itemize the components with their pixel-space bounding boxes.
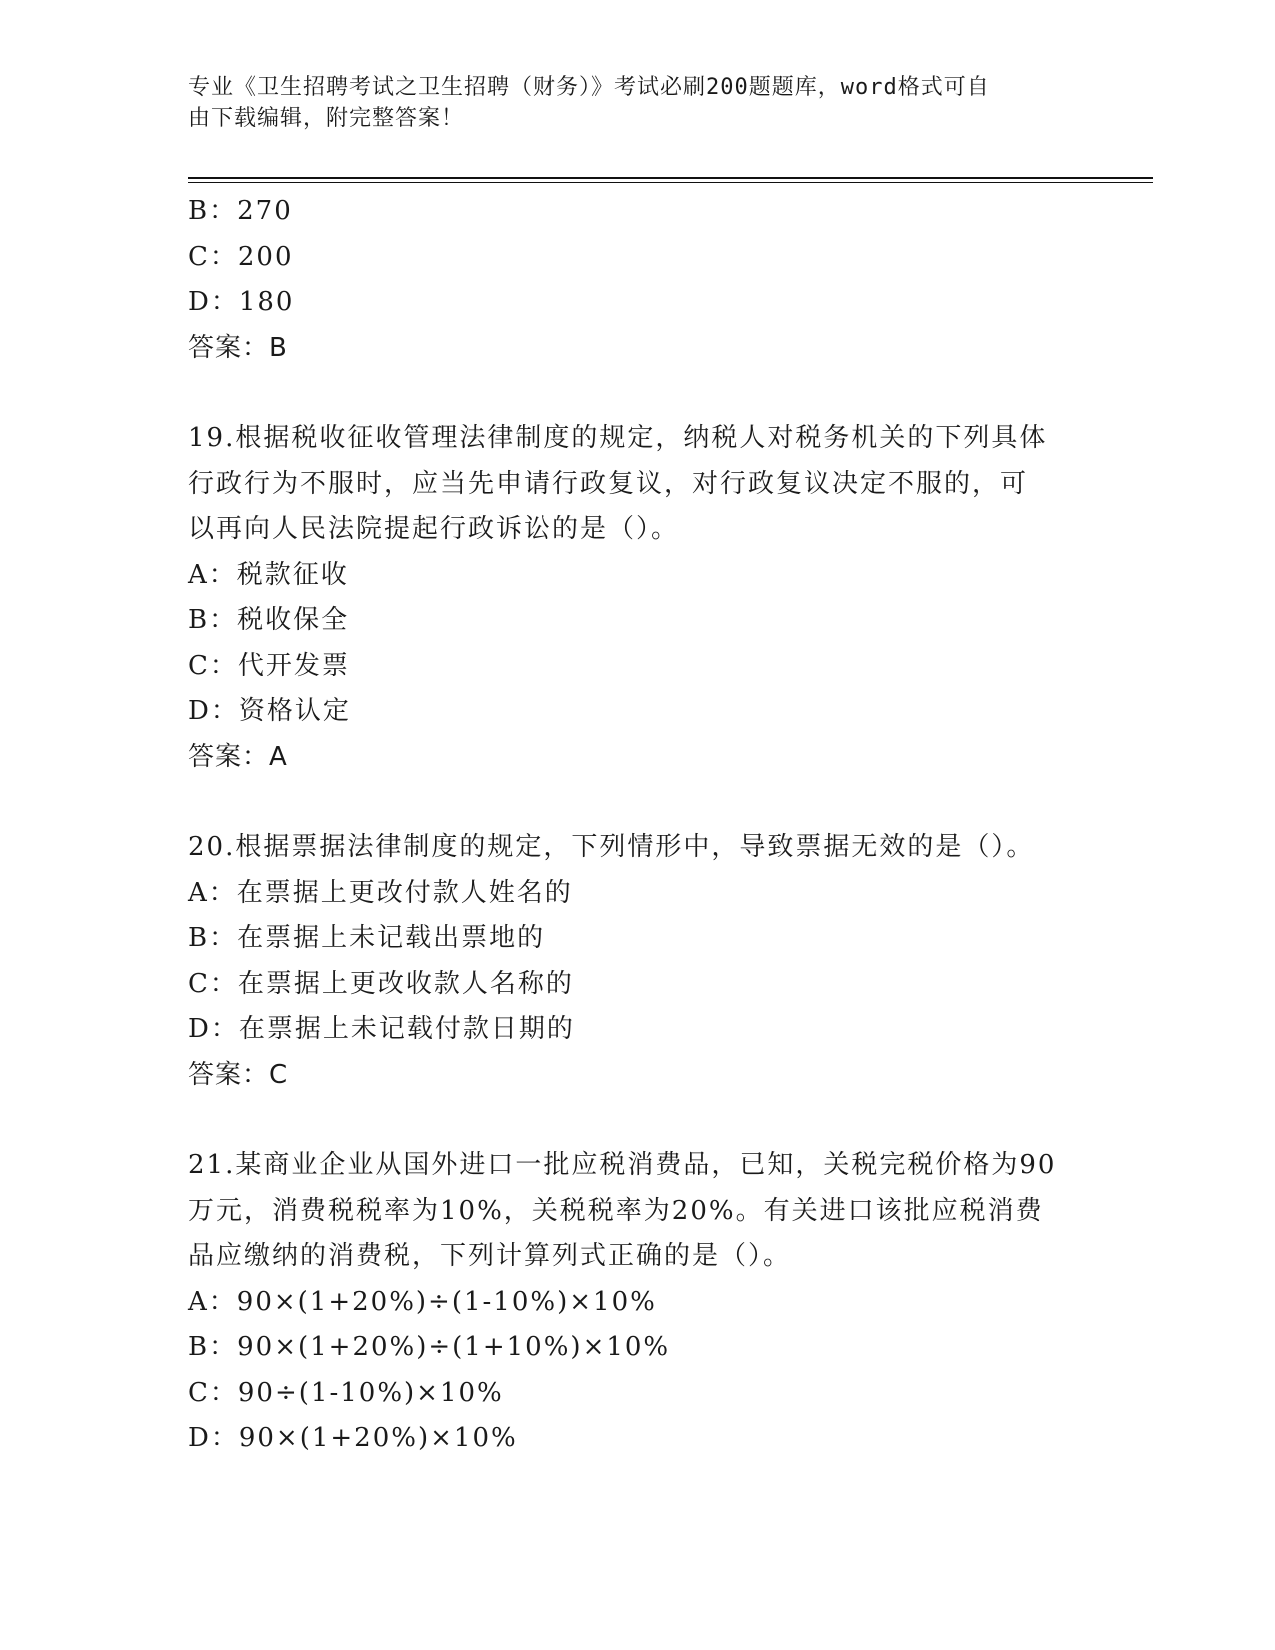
answer: 答案：C xyxy=(188,1059,289,1090)
option-c: C：200 xyxy=(188,241,294,272)
question-text-line: 以再向人民法院提起行政诉讼的是（）。 xyxy=(188,514,680,544)
question-19 xyxy=(188,416,1088,780)
question-20 xyxy=(188,825,1088,1098)
option-c: C：代开发票 xyxy=(188,650,350,681)
question-text-line: 20.根据票据法律制度的规定，下列情形中，导致票据无效的是（）。 xyxy=(188,832,1035,862)
option-d: D：资格认定 xyxy=(188,696,351,726)
option-c: C：在票据上更改收款人名称的 xyxy=(188,968,574,999)
question-text-line: 21.某商业企业从国外进口一批应税消费品，已知，关税完税价格为90 xyxy=(188,1150,1057,1180)
option-b: B：税收保全 xyxy=(188,605,350,635)
header-rule-thick xyxy=(188,177,1153,179)
question-text-line: 行政行为不服时，应当先申请行政复议，对行政复议决定不服的，可 xyxy=(188,468,1029,499)
option-b: B：90×(1+20%)÷(1+10%)×10% xyxy=(188,1332,671,1362)
question-text-line: 品应缴纳的消费税，下列计算列式正确的是（）。 xyxy=(188,1241,792,1271)
answer: 答案：B xyxy=(188,332,288,363)
header-line-2: 由下载编辑，附完整答案！ xyxy=(188,106,465,131)
question-21 xyxy=(188,1143,1088,1462)
option-b: B：在票据上未记载出票地的 xyxy=(188,923,546,953)
option-c: C：90÷(1-10%)×10% xyxy=(188,1377,504,1408)
header-line-1: 专业《卫生招聘考试之卫生招聘（财务）》考试必刷200题题库，word格式可自 xyxy=(188,75,990,100)
question-text-line: 19.根据税收征收管理法律制度的规定，纳税人对税务机关的下列具体 xyxy=(188,423,1048,453)
option-a: A：90×(1+20%)÷(1-10%)×10% xyxy=(188,1286,657,1317)
option-a: A：税款征收 xyxy=(188,559,349,590)
question-18-continued xyxy=(188,189,1088,371)
option-a: A：在票据上更改付款人姓名的 xyxy=(188,877,573,908)
question-text-line: 万元，消费税税率为10%，关税税率为20%。有关进口该批应税消费 xyxy=(188,1195,1044,1226)
document-body xyxy=(188,189,1088,1462)
header-rule-thin xyxy=(188,182,1153,183)
option-b: B：270 xyxy=(188,196,293,226)
document-header xyxy=(188,72,1068,134)
option-d: D：90×(1+20%)×10% xyxy=(188,1423,518,1453)
option-d: D：180 xyxy=(188,287,295,317)
answer: 答案：A xyxy=(188,741,288,772)
option-d: D：在票据上未记载付款日期的 xyxy=(188,1014,575,1044)
